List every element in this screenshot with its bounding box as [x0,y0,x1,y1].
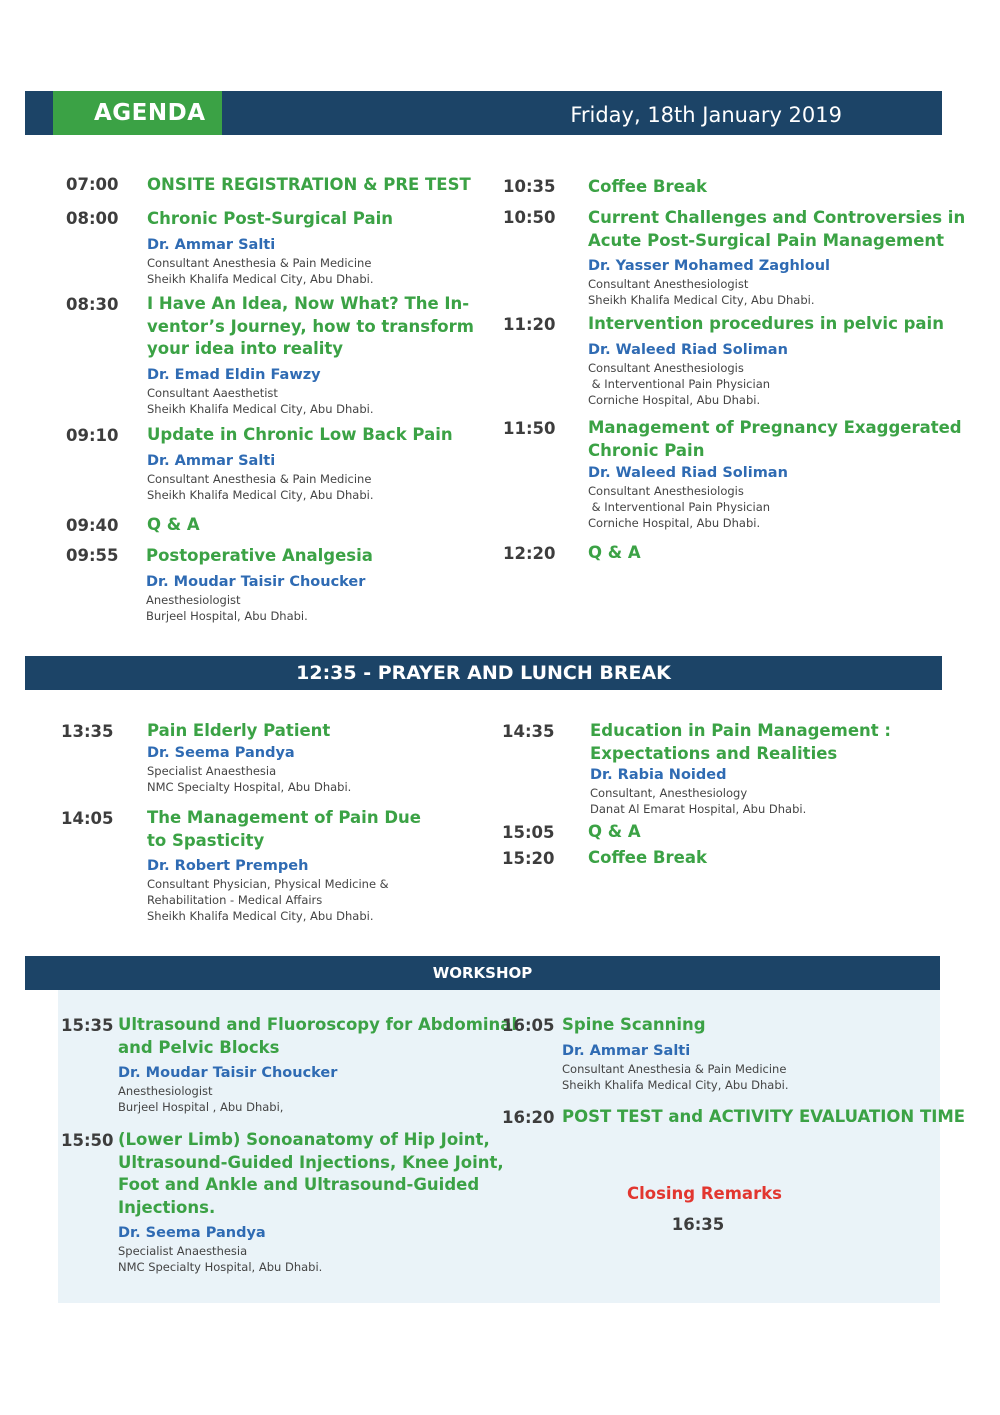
speaker-detail: Consultant Anesthesia & Pain Medicine [147,255,372,270]
session-time: 15:50 [61,1131,114,1150]
speaker-detail: Corniche Hospital, Abu Dhabi. [588,516,761,530]
session-time: 16:05 [502,1016,555,1035]
speaker-name: Dr. Seema Pandya [147,744,295,761]
session-title: Ultrasound-Guided Injections, Knee Joint, [118,1152,504,1172]
session-time: 10:35 [503,177,556,196]
session-time: 15:35 [61,1016,114,1035]
speaker-detail: NMC Specialty Hospital, Abu Dhabi. [147,779,352,794]
session-title: Acute Post-Surgical Pain Management [588,230,945,250]
speaker-name: Dr. Seema Pandya [118,1225,266,1241]
speaker-name: Dr. Waleed Riad Soliman [588,341,788,358]
session-time: 13:35 [61,722,114,741]
session-item [118,1014,517,1115]
speaker-detail: Anesthesiologist [118,1084,213,1098]
session-item [147,208,393,287]
speaker-detail: & Interventional Pain Physician [588,500,771,514]
session-title: Pain Elderly Patient [147,721,331,740]
session-item [147,720,351,795]
event-date: Friday, 18th January 2019 [570,103,842,127]
agenda-header-band [25,91,942,135]
speaker-detail: & Interventional Pain Physician [588,376,771,391]
session-title: Management of Pregnancy Exaggerated [588,418,962,437]
speaker-detail: Burjeel Hospital , Abu Dhabi, [118,1100,284,1114]
speaker-detail: Consultant Anesthesia & Pain Medicine [147,471,372,486]
session-item [588,207,965,308]
session-title: Foot and Ankle and Ultrasound-Guided [118,1175,480,1194]
closing-remarks-title: Closing Remarks [626,1184,783,1203]
speaker-detail: Sheikh Khalifa Medical City, Abu Dhabi. [147,401,374,416]
session-item [147,807,421,924]
lunch-break-label: 12:35 - PRAYER AND LUNCH BREAK [296,662,671,684]
session-title: Update in Chronic Low Back Pain [147,425,453,444]
session-time: 16:20 [502,1108,555,1127]
session-item [147,293,474,417]
speaker-name: Dr. Robert Prempeh [147,858,309,874]
speaker-name: Dr. Rabia Noided [590,767,727,783]
session-title: I Have An Idea, Now What? The In- [147,294,470,313]
speaker-name: Dr. Yasser Mohamed Zaghloul [588,258,831,274]
session-item [562,1106,965,1129]
agenda-label: AGENDA [53,91,222,135]
speaker-name: Dr. Ammar Salti [147,452,276,469]
speaker-detail: NMC Specialty Hospital, Abu Dhabi. [118,1260,323,1274]
session-item [146,545,373,624]
session-title: Current Challenges and Controversies in [588,208,966,227]
session-title: Chronic Post-Surgical Pain [147,209,393,228]
session-time: 09:10 [66,426,119,445]
session-title: ONSITE REGISTRATION & PRE TEST [147,175,471,194]
session-title: Spine Scanning [562,1015,706,1034]
session-item [590,720,891,817]
session-title: Chronic Pain [588,440,705,460]
session-title: POST TEST and ACTIVITY EVALUATION TIME [562,1107,966,1126]
speaker-detail: Specialist Anaesthesia [147,763,277,778]
session-title: Injections. [118,1197,216,1217]
session-item [588,176,707,199]
session-item [588,847,707,870]
speaker-detail: Danat Al Emarat Hospital, Abu Dhabi. [590,802,807,816]
session-title: Coffee Break [588,177,707,196]
speaker-name: Dr. Moudar Taisir Choucker [146,573,366,590]
session-title: and Pelvic Blocks [118,1037,280,1057]
speaker-detail: Corniche Hospital, Abu Dhabi. [588,392,761,407]
session-time: 08:00 [66,209,119,228]
session-title: to Spasticity [147,830,265,850]
session-item [588,542,641,565]
speaker-detail: Anesthesiologist [146,592,241,607]
closing-remarks-time: 16:35 [671,1215,725,1234]
session-time: 11:50 [503,419,556,438]
speaker-name: Dr. Waleed Riad Soliman [588,465,788,481]
speaker-detail: Sheikh Khalifa Medical City, Abu Dhabi. [562,1077,789,1092]
session-title: Q & A [588,543,641,562]
speaker-name: Dr. Ammar Salti [147,236,276,253]
session-time: 14:05 [61,809,114,828]
speaker-detail: Consultant Anesthesiologis [588,360,744,375]
session-time: 15:05 [502,823,555,842]
session-title: Intervention procedures in pelvic pain [588,314,944,333]
lunch-break-band [25,656,942,690]
session-time: 07:00 [66,175,119,194]
session-title: Postoperative Analgesia [146,546,373,565]
session-title: Q & A [588,822,641,841]
session-title: Coffee Break [588,848,707,867]
workshop-label: WORKSHOP [432,964,533,982]
speaker-detail: Consultant Physician, Physical Medicine & [147,877,389,891]
session-title: Ultrasound and Fluoroscopy for Abdominal [118,1015,518,1034]
speaker-detail: Consultant Anesthesiologis [588,484,744,498]
speaker-detail: Consultant Anesthesiologist [588,277,749,291]
session-time: 14:35 [502,722,555,741]
session-item [562,1014,789,1093]
session-time: 08:30 [66,295,119,314]
session-title: (Lower Limb) Sonoanatomy of Hip Joint, [118,1130,490,1149]
speaker-detail: Sheikh Khalifa Medical City, Abu Dhabi. [588,293,815,307]
speaker-name: Dr. Moudar Taisir Choucker [118,1065,338,1081]
session-title: ventor’s Journey, how to transform [147,316,474,336]
speaker-detail: Sheikh Khalifa Medical City, Abu Dhabi. [147,909,374,923]
session-item [588,417,962,531]
speaker-detail: Sheikh Khalifa Medical City, Abu Dhabi. [147,487,374,502]
speaker-detail: Burjeel Hospital, Abu Dhabi. [146,608,308,623]
speaker-detail: Sheikh Khalifa Medical City, Abu Dhabi. [147,271,374,286]
session-title: Education in Pain Management : [590,721,891,740]
session-time: 15:20 [502,849,555,868]
session-time: 09:40 [66,516,119,535]
speaker-detail: Specialist Anaesthesia [118,1244,248,1258]
session-title: Expectations and Realities [590,743,838,763]
session-item [147,514,200,537]
workshop-band [25,956,940,990]
session-item [588,313,944,408]
speaker-detail: Consultant Aaesthetist [147,385,278,400]
session-time: 10:50 [503,208,556,227]
session-time: 11:20 [503,315,556,334]
session-title: Q & A [147,515,200,534]
session-item [588,821,641,844]
speaker-detail: Consultant Anesthesia & Pain Medicine [562,1061,787,1076]
speaker-detail: Rehabilitation - Medical Affairs [147,893,323,907]
session-item [147,174,471,197]
speaker-name: Dr. Ammar Salti [562,1042,691,1059]
speaker-detail: Consultant, Anesthesiology [590,786,748,800]
session-item [147,424,453,503]
session-time: 09:55 [66,546,119,565]
speaker-name: Dr. Emad Eldin Fawzy [147,366,321,383]
session-item [118,1129,504,1275]
session-title: The Management of Pain Due [147,808,421,827]
session-time: 12:20 [503,544,556,563]
session-title: your idea into reality [147,339,344,358]
